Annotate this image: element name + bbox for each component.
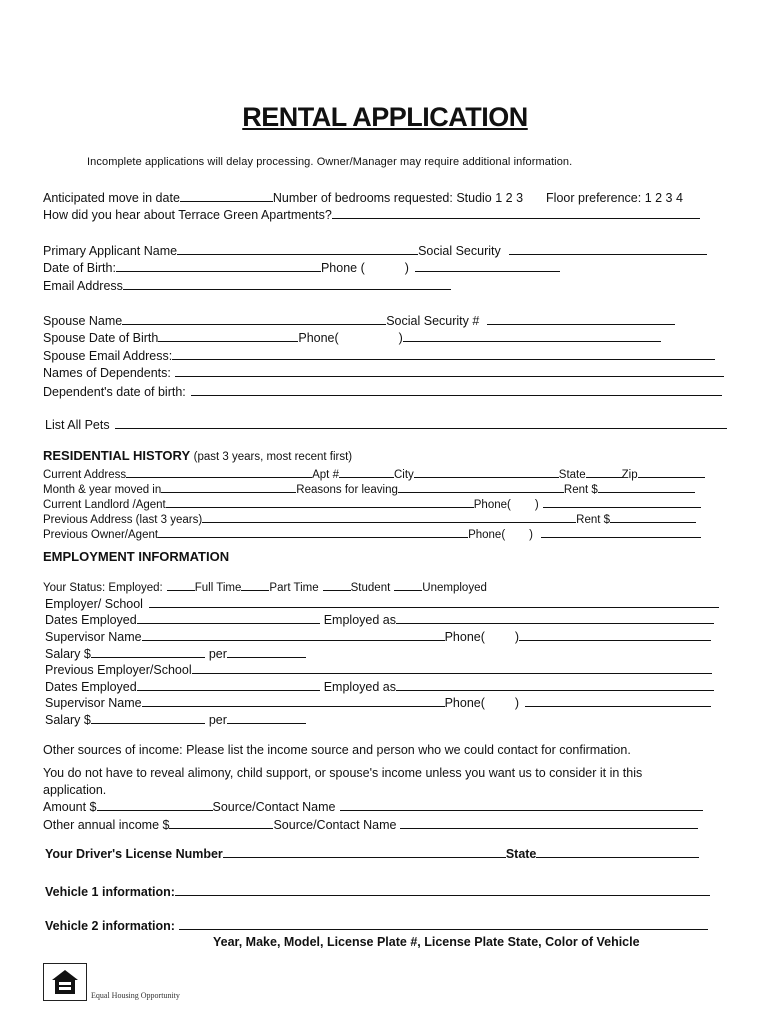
- rent-label: Rent $: [563, 484, 598, 496]
- previous-rent-label: Rent $: [576, 514, 611, 526]
- page-title: RENTAL APPLICATION: [242, 102, 528, 132]
- state-field[interactable]: [586, 466, 622, 478]
- spouse-email-row: [43, 348, 715, 363]
- current-address-field[interactable]: [126, 466, 312, 478]
- spouse-name-field[interactable]: [122, 313, 386, 325]
- previous-supervisor-phone-label: Phone(: [444, 696, 485, 710]
- employment-heading: EMPLOYMENT INFORMATION: [43, 549, 230, 564]
- landlord-row: [43, 496, 701, 512]
- spouse-dob-row: [43, 330, 661, 345]
- previous-salary-label: Salary $: [45, 713, 91, 727]
- primary-dob-row: [43, 260, 560, 275]
- primary-dob-field[interactable]: [116, 260, 321, 272]
- student-field[interactable]: [323, 579, 351, 591]
- supervisor-phone-label: Phone(: [444, 630, 485, 644]
- vehicle-note: Year, Make, Model, License Plate #, License Plate State, Color of Vehicle: [213, 935, 640, 949]
- previous-supervisor-label: Supervisor Name: [45, 696, 142, 710]
- previous-salary-row: [45, 712, 306, 727]
- supervisor-phone-field[interactable]: [519, 629, 711, 641]
- other-source-contact-field[interactable]: [400, 817, 698, 829]
- previous-employer-row: [45, 662, 712, 677]
- status-row: [43, 579, 487, 595]
- landlord-field[interactable]: [166, 496, 474, 508]
- other-annual-row: [43, 817, 698, 832]
- previous-address-label: Previous Address (last 3 years): [43, 514, 203, 526]
- employer-field[interactable]: [149, 596, 719, 608]
- primary-email-row: [43, 278, 451, 293]
- previous-employed-as-field[interactable]: [396, 679, 714, 691]
- employer-label: Employer/ School: [45, 597, 143, 611]
- primary-name-label: Primary Applicant Name: [43, 244, 178, 258]
- salary-label: Salary $: [45, 647, 91, 661]
- previous-address-field[interactable]: [202, 511, 576, 523]
- employer-row: [45, 596, 719, 611]
- student-label: Student: [350, 582, 391, 594]
- other-annual-field[interactable]: [169, 817, 273, 829]
- vehicle1-row: [45, 884, 710, 899]
- spouse-phone-field[interactable]: [403, 330, 661, 342]
- supervisor-row: [45, 629, 711, 644]
- per-field[interactable]: [227, 646, 306, 658]
- primary-phone-close: ): [404, 261, 409, 275]
- amount-field[interactable]: [97, 799, 213, 811]
- previous-owner-row: [43, 526, 701, 542]
- other-sources-text: Other sources of income: Please list the income source and person who we could contact for confirmation.: [43, 743, 631, 757]
- dependents-row: [43, 365, 724, 380]
- full-time-label: Full Time: [194, 582, 242, 594]
- previous-supervisor-phone-field[interactable]: [525, 695, 711, 707]
- previous-supervisor-row: [45, 695, 711, 710]
- salary-row: [45, 646, 306, 661]
- current-address-label: Current Address: [43, 469, 127, 481]
- notice-text: Incomplete applications will delay processing. Owner/Manager may require additional information.: [87, 156, 573, 168]
- primary-dob-label: Date of Birth:: [43, 261, 116, 275]
- current-address-row: [43, 466, 705, 482]
- landlord-label: Current Landlord /Agent: [43, 499, 166, 511]
- primary-name-field[interactable]: [177, 243, 418, 255]
- previous-dates-label: Dates Employed: [45, 680, 137, 694]
- previous-per-label: per: [208, 713, 227, 727]
- license-state-label: State: [505, 847, 537, 861]
- hear-about-label: How did you hear about Terrace Green Apartments?: [43, 208, 332, 222]
- primary-phone-field[interactable]: [415, 260, 560, 272]
- supervisor-field[interactable]: [142, 629, 445, 641]
- pets-row: [45, 417, 727, 432]
- other-annual-label: Other annual income $: [43, 818, 170, 832]
- primary-ssn-label: Social Security: [418, 244, 501, 258]
- source-contact-field[interactable]: [340, 799, 703, 811]
- city-field[interactable]: [414, 466, 559, 478]
- vehicle2-field[interactable]: [179, 918, 708, 930]
- dates-label: Dates Employed: [45, 613, 137, 627]
- spouse-email-label: Spouse Email Address:: [43, 349, 173, 363]
- floor-label: Floor preference: 1 2 3 4: [546, 191, 683, 205]
- previous-dates-field[interactable]: [137, 679, 320, 691]
- source-contact-label: Source/Contact Name: [212, 800, 336, 814]
- amount-row: [43, 799, 703, 814]
- previous-owner-field[interactable]: [158, 526, 468, 538]
- previous-owner-phone-label: Phone(: [468, 529, 506, 541]
- vehicle1-label: Vehicle 1 information:: [45, 885, 175, 899]
- move-in-label: Anticipated move in date: [43, 191, 180, 205]
- disclaimer-line-1: You do not have to reveal alimony, child support, or spouse's income unless you want us to consider it in this: [43, 766, 643, 780]
- primary-email-field[interactable]: [123, 278, 451, 290]
- vehicle2-row: [45, 918, 708, 933]
- primary-email-label: Email Address: [43, 279, 123, 293]
- zip-field[interactable]: [638, 466, 705, 478]
- pets-field[interactable]: [115, 417, 727, 429]
- supervisor-label: Supervisor Name: [45, 630, 142, 644]
- landlord-phone-close: ): [534, 499, 539, 511]
- hear-about-row: [43, 207, 700, 222]
- residential-heading-row: [43, 449, 352, 464]
- apt-field[interactable]: [339, 466, 394, 478]
- previous-owner-phone-close: ): [529, 529, 533, 541]
- part-time-label: Part Time: [269, 582, 319, 594]
- previous-per-field[interactable]: [227, 712, 306, 724]
- reasons-field[interactable]: [398, 481, 564, 493]
- unemployed-field[interactable]: [394, 579, 422, 591]
- license-row: [45, 846, 699, 861]
- moved-in-label: Month & year moved in: [43, 484, 162, 496]
- rent-field[interactable]: [598, 481, 695, 493]
- previous-owner-phone-field[interactable]: [541, 526, 701, 538]
- residential-heading: RESIDENTIAL HISTORY: [43, 448, 191, 463]
- disclaimer-line-2: application.: [43, 783, 107, 797]
- license-field[interactable]: [223, 846, 506, 858]
- city-label: City: [393, 469, 414, 481]
- previous-supervisor-field[interactable]: [142, 695, 445, 707]
- previous-employed-as-label: Employed as: [323, 680, 396, 694]
- part-time-field[interactable]: [241, 579, 269, 591]
- unemployed-label: Unemployed: [422, 582, 487, 594]
- employed-as-label: Employed as: [323, 613, 396, 627]
- spouse-ssn-label: Social Security #: [386, 314, 480, 328]
- spouse-name-label: Spouse Name: [43, 314, 123, 328]
- hear-about-field[interactable]: [332, 207, 700, 219]
- supervisor-phone-close: ): [514, 630, 520, 644]
- dependents-field[interactable]: [175, 365, 724, 377]
- dates-field[interactable]: [137, 612, 320, 624]
- move-in-date-field[interactable]: [180, 190, 273, 202]
- dependents-dob-row: [43, 384, 722, 399]
- moved-in-row: [43, 481, 695, 497]
- moved-in-field[interactable]: [161, 481, 296, 493]
- previous-supervisor-phone-close: ): [514, 696, 520, 710]
- employed-as-field[interactable]: [396, 612, 714, 624]
- per-label: per: [208, 647, 227, 661]
- license-label: Your Driver's License Number: [45, 847, 223, 861]
- dependents-dob-field[interactable]: [191, 384, 722, 396]
- spouse-dob-label: Spouse Date of Birth: [43, 331, 159, 345]
- dependents-dob-label: Dependent's date of birth:: [43, 385, 186, 399]
- spouse-phone-label: Phone(: [298, 331, 339, 345]
- primary-phone-label: Phone (: [320, 261, 365, 275]
- previous-rent-field[interactable]: [610, 511, 696, 523]
- vehicle1-field[interactable]: [175, 884, 710, 896]
- bedrooms-label: Number of bedrooms requested: Studio 1 2 3: [272, 191, 524, 205]
- previous-salary-field[interactable]: [91, 712, 205, 724]
- dependents-label: Names of Dependents:: [43, 366, 171, 380]
- spouse-ssn-field[interactable]: [487, 313, 675, 325]
- move-in-row: [43, 190, 683, 205]
- equal-housing-text: Equal Housing Opportunity: [91, 991, 180, 1000]
- license-state-field[interactable]: [536, 846, 699, 858]
- reasons-label: Reasons for leaving: [296, 484, 398, 496]
- spouse-phone-close: ): [398, 331, 403, 345]
- state-label: State: [558, 469, 586, 481]
- previous-owner-label: Previous Owner/Agent: [43, 529, 159, 541]
- spouse-name-row: [43, 313, 675, 328]
- status-label: Your Status: Employed:: [43, 582, 163, 594]
- other-source-contact-label: Source/Contact Name: [273, 818, 397, 832]
- previous-address-row: [43, 511, 696, 527]
- salary-field[interactable]: [91, 646, 205, 658]
- previous-employer-field[interactable]: [192, 662, 712, 674]
- full-time-field[interactable]: [167, 579, 195, 591]
- primary-name-row: [43, 243, 707, 258]
- apt-label: Apt #: [312, 469, 339, 481]
- landlord-phone-field[interactable]: [543, 496, 701, 508]
- previous-employer-label: Previous Employer/School: [45, 663, 192, 677]
- primary-ssn-field[interactable]: [509, 243, 707, 255]
- dates-row: [45, 612, 714, 627]
- equal-housing-logo: [43, 963, 87, 1001]
- landlord-phone-label: Phone(: [473, 499, 511, 511]
- pets-label: List All Pets: [45, 418, 110, 432]
- previous-dates-row: [45, 679, 714, 694]
- equal-housing-icon: [50, 968, 80, 996]
- spouse-email-field[interactable]: [172, 348, 715, 360]
- residential-note: (past 3 years, most recent first): [193, 451, 353, 463]
- vehicle2-label: Vehicle 2 information:: [45, 919, 175, 933]
- amount-label: Amount $: [43, 800, 97, 814]
- spouse-dob-field[interactable]: [158, 330, 298, 342]
- zip-label: Zip: [621, 469, 638, 481]
